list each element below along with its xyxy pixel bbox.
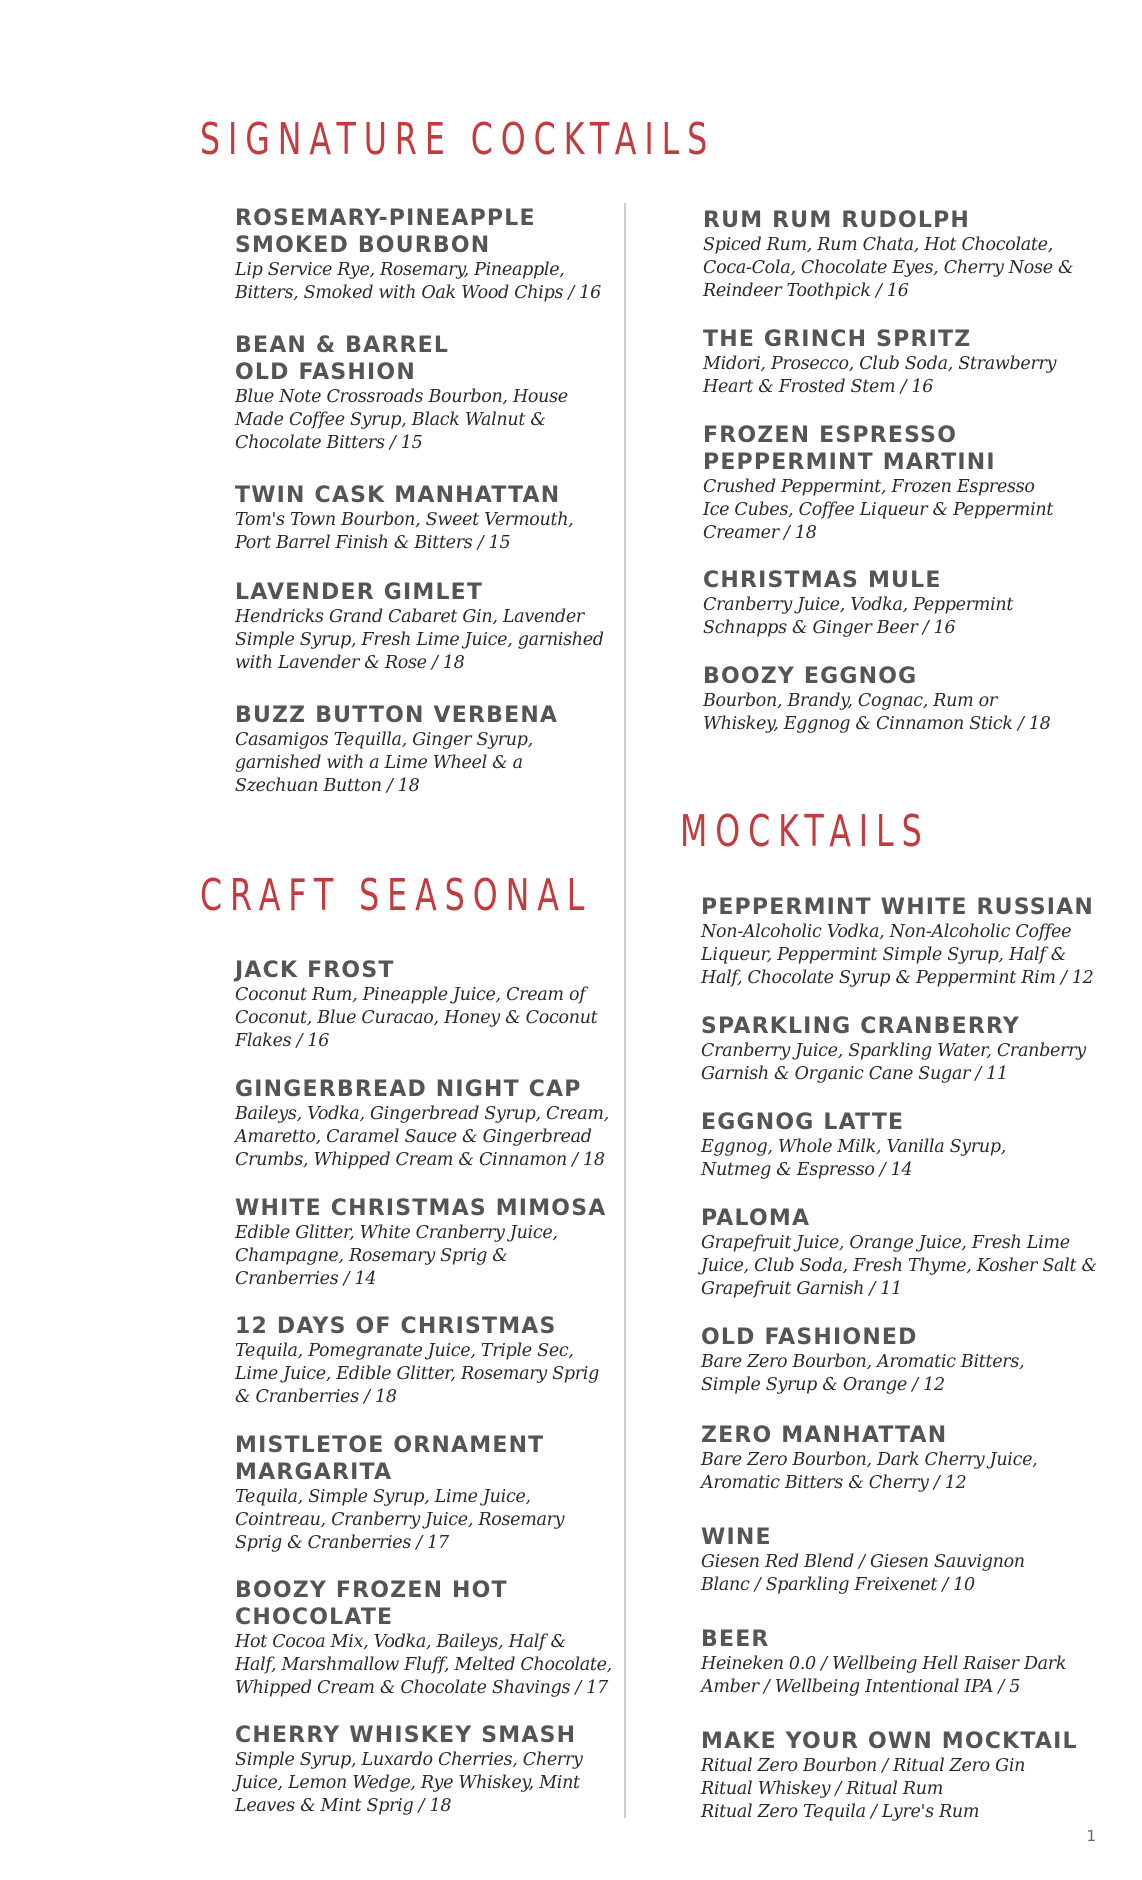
menu-item-the-grinch-spritz [703, 326, 1056, 399]
item-description: Bare Zero Bourbon, Aromatic Bitters, [701, 1352, 1025, 1372]
item-description: Heineken 0.0 / Wellbeing Hell Raiser Dark [701, 1654, 1067, 1674]
item-description: Ritual Zero Tequila / Lyre's Rum [701, 1802, 980, 1822]
menu-item-old-fashioned [701, 1324, 1024, 1397]
item-description: Baileys, Vodka, Gingerbread Syrup, Cream, [235, 1104, 609, 1124]
item-name: MARGARITA [235, 1460, 393, 1485]
item-description: Nutmeg & Espresso / 14 [701, 1160, 913, 1180]
item-description: Blue Note Crossroads Bourbon, House [235, 387, 568, 407]
menu-item-paloma [701, 1205, 1097, 1301]
item-description: Juice, Club Soda, Fresh Thyme, Kosher Salt & [701, 1256, 1097, 1276]
item-name: ZERO MANHATTAN [701, 1423, 948, 1448]
item-description: Lip Service Rye, Rosemary, Pineapple, [235, 260, 565, 280]
item-name: GINGERBREAD NIGHT CAP [235, 1077, 582, 1102]
item-description: Made Coffee Syrup, Black Walnut & [235, 410, 546, 430]
item-name: SPARKLING CRANBERRY [701, 1014, 1021, 1039]
menu-item-christmas-mule [703, 567, 1013, 640]
menu-item-frozen-espresso-peppermint-martini [703, 422, 1053, 545]
menu-item-boozy-frozen-hot-chocolate [235, 1577, 612, 1700]
item-description: Bourbon, Brandy, Cognac, Rum or [703, 691, 997, 711]
item-description: Bitters, Smoked with Oak Wood Chips / 16 [235, 283, 601, 303]
menu-item-rosemary-pineapple-smoked-bourbon [235, 205, 601, 305]
menu-item-jack-frost [235, 957, 597, 1053]
item-name: RUM RUM RUDOLPH [703, 208, 971, 233]
item-name: 12 DAYS OF CHRISTMAS [235, 1314, 557, 1339]
menu-item-boozy-eggnog [703, 663, 1051, 736]
item-description: Cranberry Juice, Vodka, Peppermint [703, 595, 1014, 615]
item-description: Cointreau, Cranberry Juice, Rosemary [235, 1510, 565, 1530]
item-description: Flakes / 16 [235, 1031, 330, 1051]
item-description: Ritual Whiskey / Ritual Rum [701, 1779, 943, 1799]
item-description: Liqueur, Peppermint Simple Syrup, Half & [701, 945, 1067, 965]
item-description: Garnish & Organic Cane Sugar / 11 [701, 1064, 1008, 1084]
item-description: Aromatic Bitters & Cherry / 12 [701, 1473, 967, 1493]
item-description: Champagne, Rosemary Sprig & [235, 1246, 508, 1266]
item-name: JACK FROST [235, 958, 395, 983]
item-description: Amber / Wellbeing Intentional IPA / 5 [701, 1677, 1021, 1697]
item-name: ROSEMARY-PINEAPPLE [235, 206, 536, 231]
item-name: CHRISTMAS MULE [703, 568, 942, 593]
menu-item-zero-manhattan [701, 1422, 1037, 1495]
item-description: Hot Cocoa Mix, Vodka, Baileys, Half & [235, 1632, 566, 1652]
menu-item-mistletoe-ornament-margarita [235, 1432, 564, 1555]
menu-item-rum-rum-rudolph [703, 207, 1073, 303]
item-name: WINE [701, 1525, 772, 1550]
item-description: Sprig & Cranberries / 17 [235, 1533, 449, 1553]
craft-seasonal-heading: CRAFT SEASONAL [200, 870, 593, 921]
menu-item-bean-barrel-old-fashion [235, 332, 568, 455]
item-description: Giesen Red Blend / Giesen Sauvignon [701, 1552, 1025, 1572]
item-name: BEAN & BARREL [235, 333, 450, 358]
item-name: SMOKED BOURBON [235, 233, 491, 258]
item-name: LAVENDER GIMLET [235, 580, 484, 605]
menu-item-lavender-gimlet [235, 579, 604, 675]
item-name: FROZEN ESPRESSO [703, 423, 958, 448]
menu-item-sparkling-cranberry [701, 1013, 1086, 1086]
page-number: 1 [1086, 1827, 1096, 1845]
menu-item-wine [701, 1524, 1025, 1597]
item-description: Bare Zero Bourbon, Dark Cherry Juice, [701, 1450, 1038, 1470]
item-name: PEPPERMINT WHITE RUSSIAN [701, 895, 1095, 920]
item-description: Non-Alcoholic Vodka, Non-Alcoholic Coffee [701, 922, 1072, 942]
menu-item-cherry-whiskey-smash [235, 1722, 583, 1818]
item-description: garnished with a Lime Wheel & a [235, 753, 523, 773]
item-description: Crumbs, Whipped Cream & Cinnamon / 18 [235, 1150, 605, 1170]
menu-item-eggnog-latte [701, 1109, 1006, 1182]
item-description: Amaretto, Caramel Sauce & Gingerbread [235, 1127, 592, 1147]
menu-item-twin-cask-manhattan [235, 482, 573, 555]
item-description: Whiskey, Eggnog & Cinnamon Stick / 18 [703, 714, 1051, 734]
item-name: PALOMA [701, 1206, 811, 1231]
item-description: Half, Chocolate Syrup & Peppermint Rim / 12 [701, 968, 1094, 988]
item-description: Whipped Cream & Chocolate Shavings / 17 [235, 1678, 608, 1698]
item-description: Lime Juice, Edible Glitter, Rosemary Sprig [235, 1364, 600, 1384]
item-name: OLD FASHIONED [701, 1325, 918, 1350]
item-description: Simple Syrup, Fresh Lime Juice, garnished [235, 630, 604, 650]
menu-item-buzz-button-verbena [235, 702, 558, 798]
item-name: EGGNOG LATTE [701, 1110, 905, 1135]
item-name: PEPPERMINT MARTINI [703, 450, 996, 475]
item-description: Blanc / Sparkling Freixenet / 10 [701, 1575, 975, 1595]
item-description: Schnapps & Ginger Beer / 16 [703, 618, 956, 638]
item-description: with Lavender & Rose / 18 [235, 653, 465, 673]
item-description: Spiced Rum, Rum Chata, Hot Chocolate, [703, 235, 1053, 255]
item-description: Crushed Peppermint, Frozen Espresso [703, 477, 1035, 497]
item-name: TWIN CASK MANHATTAN [235, 483, 561, 508]
item-description: Cranberry Juice, Sparkling Water, Cranberry [701, 1041, 1086, 1061]
item-description: Casamigos Tequilla, Ginger Syrup, [235, 730, 533, 750]
item-name: BEER [701, 1627, 770, 1652]
item-description: Coca-Cola, Chocolate Eyes, Cherry Nose & [703, 258, 1074, 278]
menu-item-white-christmas-mimosa [235, 1195, 606, 1291]
item-description: Simple Syrup & Orange / 12 [701, 1375, 945, 1395]
item-description: Coconut, Blue Curacao, Honey & Coconut [235, 1008, 598, 1028]
item-description: Hendricks Grand Cabaret Gin, Lavender [235, 607, 584, 627]
item-description: Half, Marshmallow Fluff, Melted Chocolate, [235, 1655, 612, 1675]
item-name: BOOZY FROZEN HOT [235, 1578, 508, 1603]
item-name: BUZZ BUTTON VERBENA [235, 703, 559, 728]
item-description: Edible Glitter, White Cranberry Juice, [235, 1223, 558, 1243]
menu-item-gingerbread-night-cap [235, 1076, 609, 1172]
item-description: Eggnog, Whole Milk, Vanilla Syrup, [701, 1137, 1007, 1157]
item-name: CHERRY WHISKEY SMASH [235, 1723, 577, 1748]
item-description: Ice Cubes, Coffee Liqueur & Peppermint [703, 500, 1054, 520]
mocktails-heading: MOCKTAILS [680, 806, 930, 857]
item-name: MISTLETOE ORNAMENT [235, 1433, 545, 1458]
column-divider [624, 203, 626, 1818]
item-name: MAKE YOUR OWN MOCKTAIL [701, 1729, 1078, 1754]
item-description: Cranberries / 14 [235, 1269, 377, 1289]
item-description: Juice, Lemon Wedge, Rye Whiskey, Mint [235, 1773, 580, 1793]
item-description: Leaves & Mint Sprig / 18 [235, 1796, 452, 1816]
item-description: Simple Syrup, Luxardo Cherries, Cherry [235, 1750, 583, 1770]
item-description: Reindeer Toothpick / 16 [703, 281, 909, 301]
item-name: OLD FASHION [235, 360, 416, 385]
item-description: Szechuan Button / 18 [235, 776, 420, 796]
item-description: Ritual Zero Bourbon / Ritual Zero Gin [701, 1756, 1026, 1776]
item-description: Port Barrel Finish & Bitters / 15 [235, 533, 511, 553]
item-name: BOOZY EGGNOG [703, 664, 918, 689]
item-name: WHITE CHRISTMAS MIMOSA [235, 1196, 607, 1221]
item-description: Grapefruit Garnish / 11 [701, 1279, 902, 1299]
item-description: Creamer / 18 [703, 523, 817, 543]
item-name: CHOCOLATE [235, 1605, 394, 1630]
menu-item-make-your-own-mocktail [701, 1728, 1078, 1824]
menu-item-12-days-of-christmas [235, 1313, 599, 1409]
menu-item-peppermint-white-russian [701, 894, 1094, 990]
menu-item-beer [701, 1626, 1066, 1699]
item-description: Tequila, Simple Syrup, Lime Juice, [235, 1487, 531, 1507]
item-description: Heart & Frosted Stem / 16 [703, 377, 934, 397]
item-description: Coconut Rum, Pineapple Juice, Cream of [235, 985, 586, 1005]
item-description: Chocolate Bitters / 15 [235, 433, 423, 453]
item-description: Tom's Town Bourbon, Sweet Vermouth, [235, 510, 574, 530]
item-description: Midori, Prosecco, Club Soda, Strawberry [703, 354, 1057, 374]
item-description: Tequila, Pomegranate Juice, Triple Sec, [235, 1341, 574, 1361]
item-description: & Cranberries / 18 [235, 1387, 397, 1407]
item-name: THE GRINCH SPRITZ [703, 327, 972, 352]
item-description: Grapefruit Juice, Orange Juice, Fresh Lime [701, 1233, 1070, 1253]
signature-cocktails-heading: SIGNATURE COCKTAILS [200, 114, 716, 165]
